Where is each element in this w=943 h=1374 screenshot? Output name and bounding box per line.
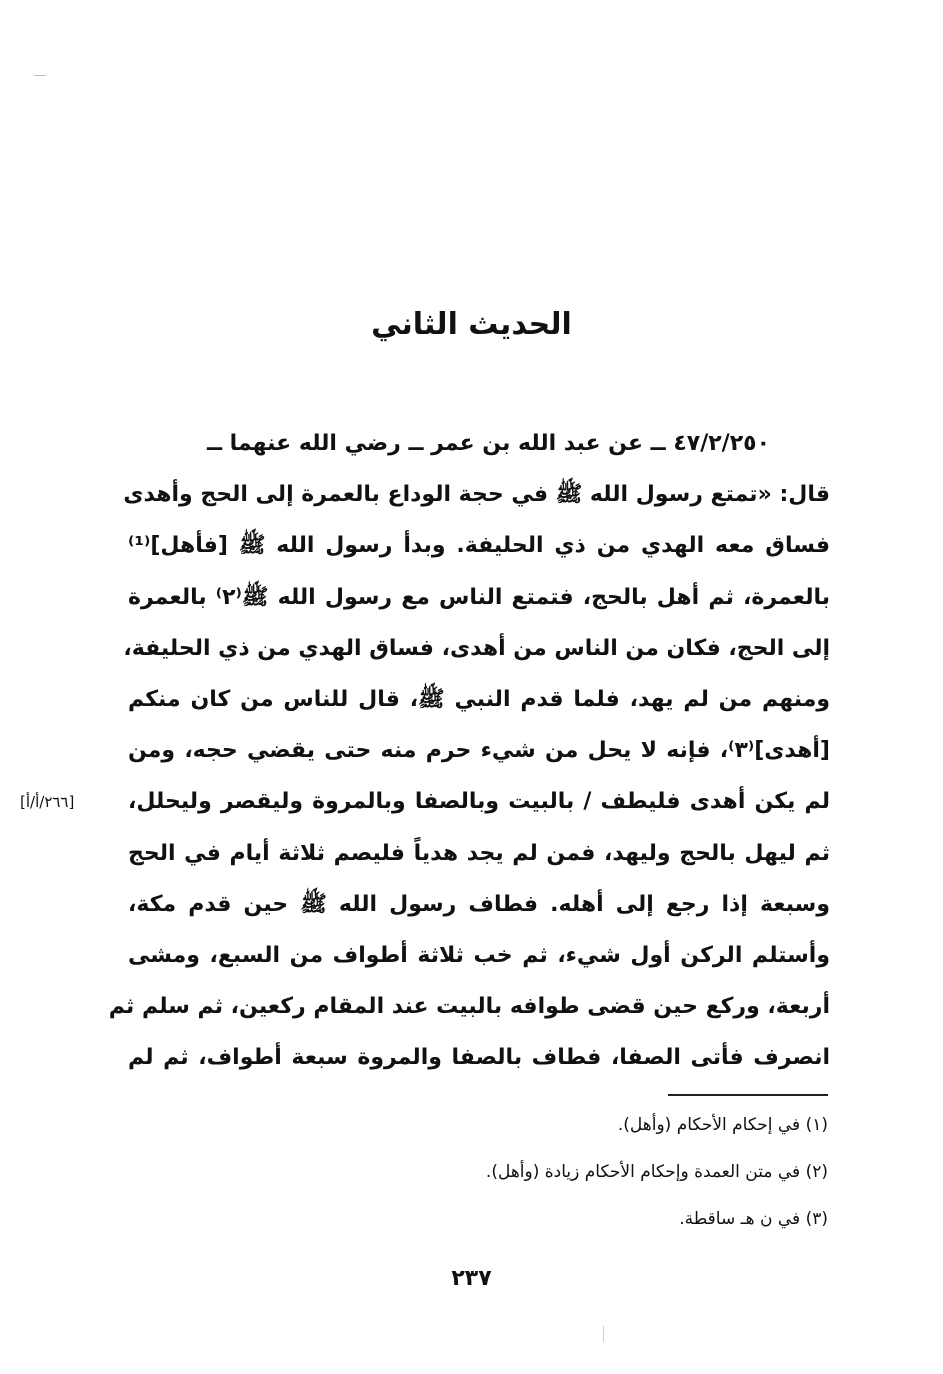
body-line: وأستلم الركن أول شيء، ثم خب ثلاثة أطواف من السبع، ومشى bbox=[128, 942, 830, 968]
body-line: قال: «تمتع رسول الله ﷺ في حجة الوداع بالعمرة إلى الحج وأهدى bbox=[123, 482, 830, 508]
scan-tick bbox=[603, 1326, 604, 1342]
page-title: الحديث الثاني bbox=[371, 307, 572, 342]
footnote-3: (٣) في ن هـ ساقطة. bbox=[679, 1209, 828, 1229]
body-line: ومنهم من لم يهد، فلما قدم النبي ﷺ، قال للناس من كان منكم bbox=[128, 686, 830, 712]
body-line: فساق معه الهدي من ذي الحليفة. وبدأ رسول الله ﷺ [فأهل]⁽¹⁾ bbox=[128, 533, 830, 559]
body-line: لم يكن أهدى فليطف / بالبيت وبالصفا وبالمروة وليقصر وليحلل، bbox=[128, 789, 830, 815]
body-line: إلى الحج، فكان من الناس من أهدى، فساق الهدي من ذي الحليفة، bbox=[123, 635, 830, 661]
scan-speck bbox=[34, 75, 46, 76]
body-line: أربعة، وركع حين قضى طوافه بالبيت عند المقام ركعين، ثم سلم ثم bbox=[108, 994, 830, 1020]
page-number: ٢٣٧ bbox=[451, 1266, 492, 1291]
manuscript-folio-reference: [٢٦٦/أ/أ] bbox=[20, 793, 75, 811]
body-line: ثم ليهل بالحج وليهد، فمن لم يجد هدياً فليصم ثلاثة أيام في الحج bbox=[128, 840, 830, 866]
body-line: بالعمرة، ثم أهل بالحج، فتمتع الناس مع رسول الله ﷺ⁽٢⁾ بالعمرة bbox=[128, 584, 830, 610]
body-line: وسبعة إذا رجع إلى أهله. فطاف رسول الله ﷺ حين قدم مكة، bbox=[128, 891, 830, 917]
body-line: ٤٧/٢/٢٥٠ ــ عن عبد الله بن عمر ــ رضي الله عنهما ــ bbox=[206, 431, 770, 456]
body-line: [أهدى]⁽٣⁾، فإنه لا يحل من شيء حرم منه حتى يقضي حجه، ومن bbox=[128, 738, 830, 764]
footnote-1: (١) في إحكام الأحكام (وأهل). bbox=[617, 1115, 828, 1135]
body-line: انصرف فأتى الصفا، فطاف بالصفا والمروة سبعة أطواف، ثم لم bbox=[128, 1045, 830, 1071]
footnotes bbox=[228, 1108, 828, 1249]
hadith-body bbox=[108, 418, 830, 1083]
footnote-2: (٢) في متن العمدة وإحكام الأحكام زيادة (وأهل). bbox=[485, 1162, 828, 1182]
footnote-separator bbox=[668, 1094, 828, 1096]
